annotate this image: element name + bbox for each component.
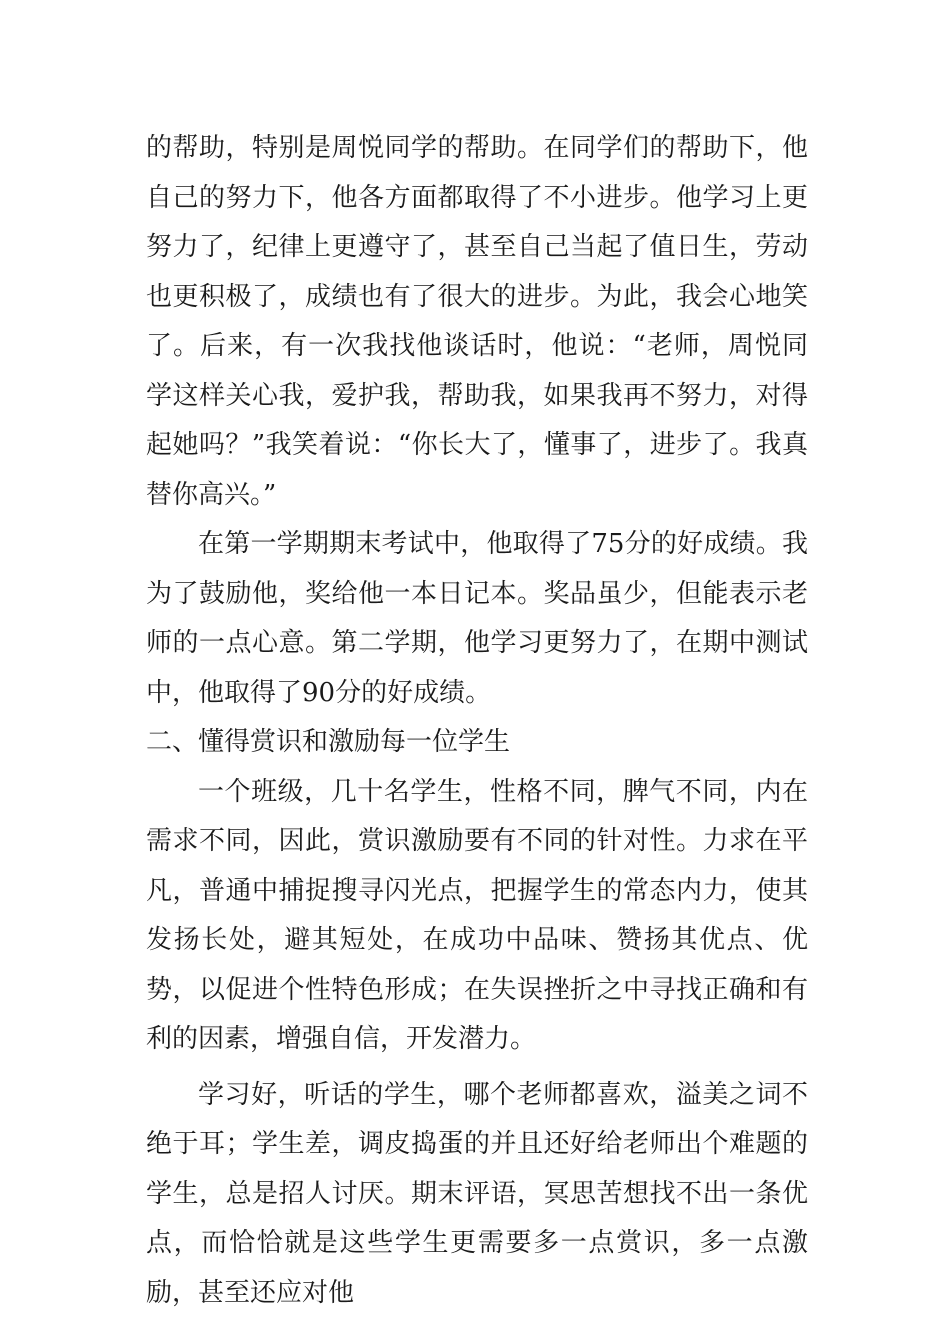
section-heading: 二、懂得赏识和激励每一位学生 <box>146 727 511 757</box>
paragraph-struggling-students: 学习好，听话的学生，哪个老师都喜欢，溢美之词不绝于耳；学生差，调皮捣蛋的并且还好给老师出个难题的学生，总是招人讨厌。期末评语，冥思苦想找不出一条优点，而恰恰就是这些学生更需要多一点赏识，多一点激励，甚至还应对他 <box>146 1079 808 1308</box>
paragraph-class-diversity: 一个班级，几十名学生，性格不同，脾气不同，内在需求不同，因此，赏识激励要有不同的针对性。力求在平凡，普通中捕捉搜寻闪光点，把握学生的常态内力，使其发扬长处，避其短处，在成功中品味、赞扬其优点、优势，以促进个性特色形成；在失误挫折之中寻找正确和有利的因素，增强自信，开发潜力。 <box>146 776 808 1054</box>
paragraph-exam-results: 在第一学期期末考试中，他取得了75分的好成绩。我为了鼓励他，奖给他一本日记本。奖品虽少，但能表示老师的一点心意。第二学期，他学习更努力了，在期中测试中，他取得了90分的好成绩。 <box>146 529 808 708</box>
document-body <box>146 124 808 1318</box>
paragraph-continuation: 的帮助，特别是周悦同学的帮助。在同学们的帮助下，他自己的努力下，他各方面都取得了不小进步。他学习上更努力了，纪律上更遵守了，甚至自己当起了值日生，劳动也更积极了，成绩也有了很大的进步。为此，我会心地笑了。后来，有一次我找他谈话时，他说：“老师，周悦同学这样关心我，爱护我，帮助我，如果我再不努力，对得起她吗？”我笑着说：“你长大了，懂事了，进步了。我真替你高兴。” <box>146 133 808 510</box>
